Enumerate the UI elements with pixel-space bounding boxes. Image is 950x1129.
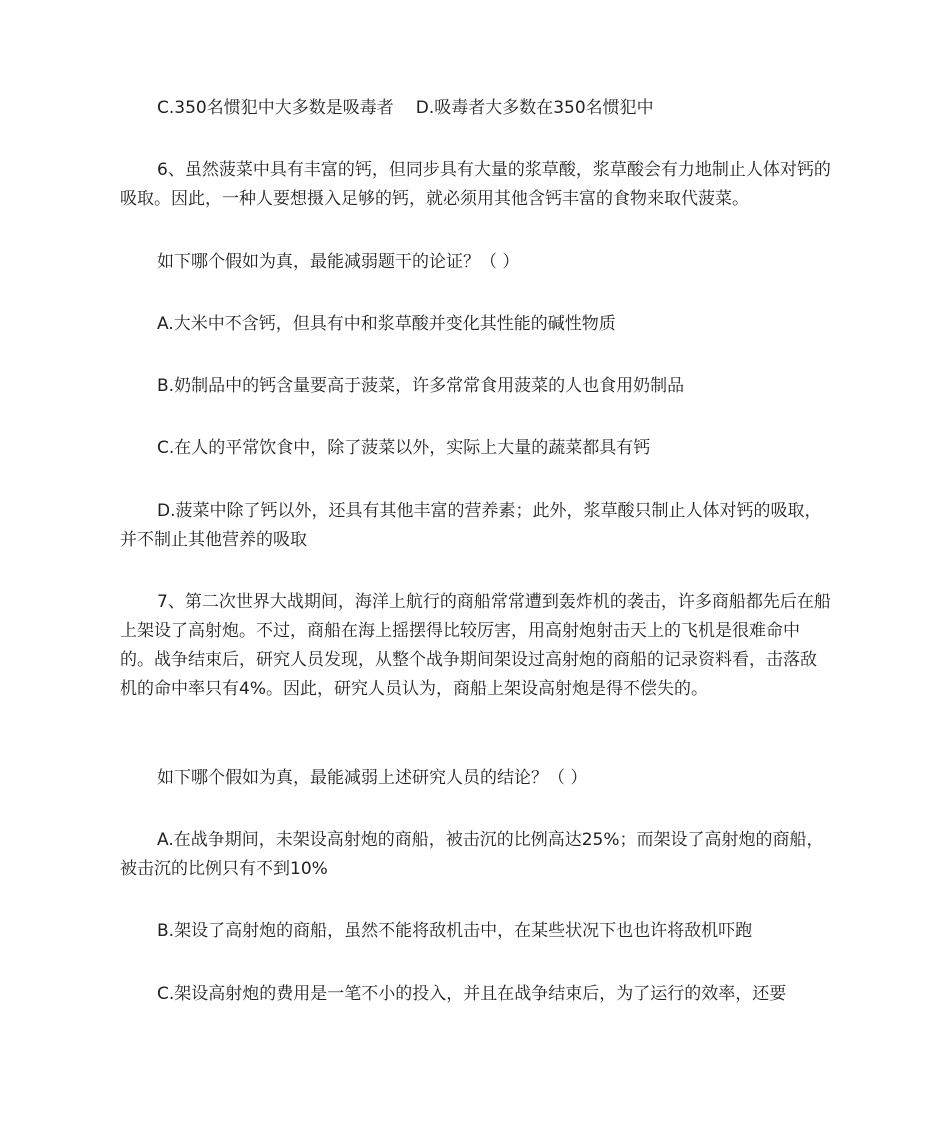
option-line-c-d — [120, 94, 832, 123]
question-7-option-a: A.在战争期间，未架设高射炮的商船，被击沉的比例高达25%；而架设了高射炮的商船，被击沉的比例只有不到10% — [120, 830, 824, 879]
question-7-option-c: C.架设高射炮的费用是一笔不小的投入，并且在战争结束后，为了运行的效率，还要 — [157, 984, 787, 1004]
question-7-stem: 7、第二次世界大战期间，海洋上航行的商船常常遭到轰炸机的袭击，许多商船都先后在船上架设了高射炮。不过，商船在海上摇摆得比较厉害，用高射炮射击天上的飞机是很难命中的。战争结束后，研究人员发现，从整个战争期间架设过高射炮的商船的记录资料看，击落敌机的命中率只有4%。因此，研究人员认为，商船上架设高射炮是得不偿失的。 — [120, 592, 831, 699]
question-7-prompt: 如下哪个假如为真，最能减弱上述研究人员的结论？（ ） — [157, 768, 588, 788]
question-6-stem: 6、虽然菠菜中具有丰富的钙，但同步具有大量的浆草酸，浆草酸会有力地制止人体对钙的吸取。因此，一种人要想摄入足够的钙，就必须用其他含钙丰富的食物来取代菠菜。 — [120, 160, 831, 209]
option-c-text: C.350名惯犯中大多数是吸毒者 — [157, 98, 394, 118]
question-6-option-c: C.在人的平常饮食中，除了菠菜以外，实际上大量的蔬菜都具有钙 — [157, 438, 651, 458]
option-d-text: D.吸毒者大多数在350名惯犯中 — [415, 98, 654, 118]
question-6-option-a: A.大米中不含钙，但具有中和浆草酸并变化其性能的碱性物质 — [157, 314, 616, 334]
question-6-option-d: D.菠菜中除了钙以外，还具有其他丰富的营养素；此外，浆草酸只制止人体对钙的吸取，并不制止其他营养的吸取 — [120, 501, 822, 550]
question-7-option-b: B.架设了高射炮的商船，虽然不能将敌机击中，在某些状况下也也许将敌机吓跑 — [157, 921, 753, 941]
question-6-option-b: B.奶制品中的钙含量要高于菠菜，许多常常食用菠菜的人也食用奶制品 — [157, 376, 685, 396]
question-6-prompt: 如下哪个假如为真，最能减弱题干的论证？（ ） — [157, 252, 520, 272]
